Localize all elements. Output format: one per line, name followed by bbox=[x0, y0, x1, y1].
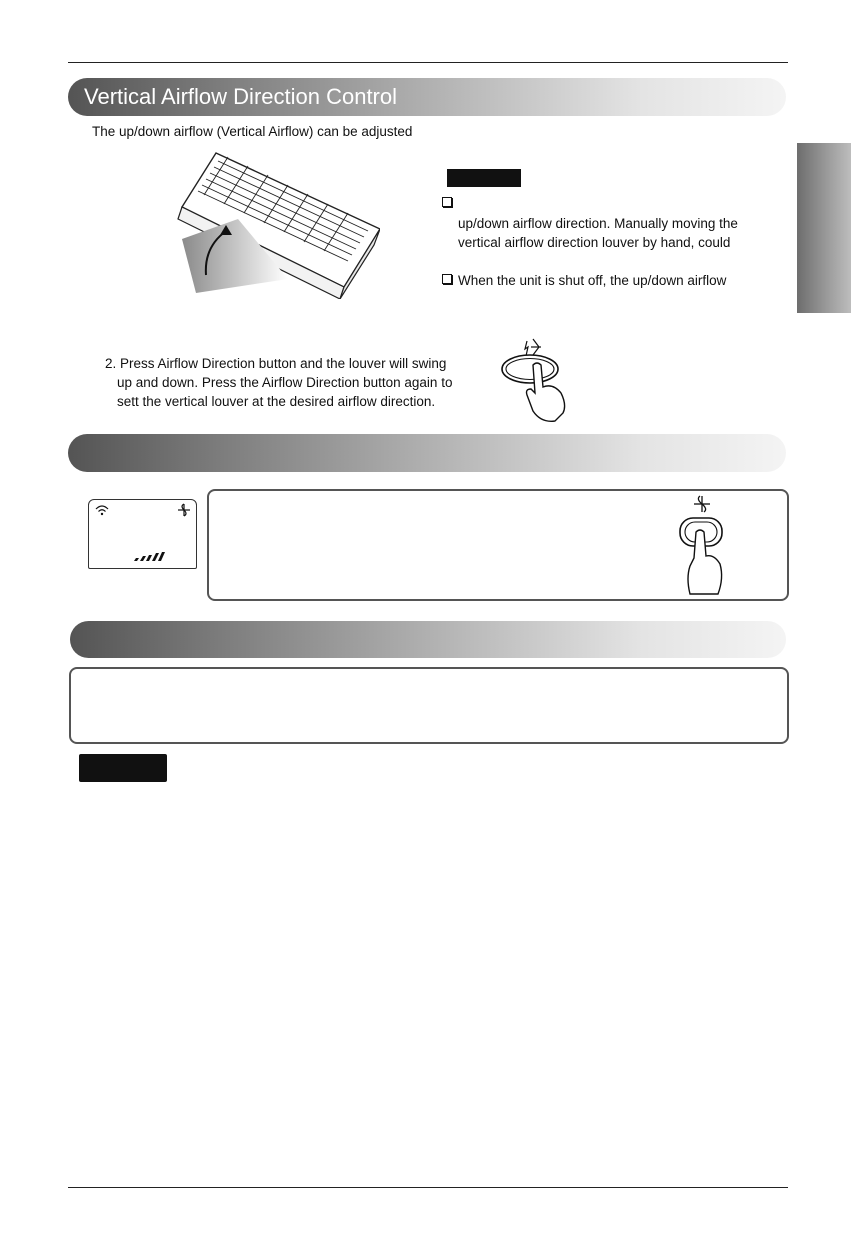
section-bar-2 bbox=[68, 434, 786, 472]
fan-icon bbox=[177, 503, 191, 517]
step-2-line-3: sett the vertical louver at the desired airflow direction. bbox=[117, 394, 436, 409]
note-1-line-3: vertical airflow direction louver by hand, could bbox=[458, 235, 731, 250]
caution-label bbox=[447, 169, 521, 187]
note-1 bbox=[442, 194, 458, 214]
intro-text: The up/down airflow (Vertical Airflow) can be adjusted bbox=[92, 124, 413, 139]
section-title: Vertical Airflow Direction Control bbox=[84, 84, 398, 109]
note-2-line-1: When the unit is shut off, the up/down airflow bbox=[458, 273, 727, 288]
caution-label-2 bbox=[79, 754, 167, 782]
bullet-icon bbox=[442, 197, 452, 207]
remote-display bbox=[88, 499, 197, 569]
step-2-line-2: up and down. Press the Airflow Direction button again to bbox=[117, 375, 453, 390]
indoor-unit-illustration bbox=[168, 147, 380, 299]
section-bar-3 bbox=[70, 621, 786, 658]
bottom-rule bbox=[68, 1187, 788, 1188]
top-rule bbox=[68, 62, 788, 63]
note-1-line-2: up/down airflow direction. Manually moving the bbox=[458, 216, 738, 231]
airflow-direction-button-icon bbox=[497, 335, 587, 425]
bullet-icon bbox=[442, 274, 452, 284]
wifi-icon bbox=[95, 504, 109, 516]
info-panel bbox=[69, 667, 789, 744]
fan-speed-button-icon bbox=[660, 494, 730, 596]
side-tab bbox=[797, 143, 851, 313]
step-2-line-1: 2. Press Airflow Direction button and the louver will swing bbox=[105, 356, 447, 371]
section-bar-vertical-airflow bbox=[68, 78, 786, 116]
step-2 bbox=[105, 354, 452, 411]
note-2 bbox=[442, 271, 726, 291]
fan-speed-bars-icon bbox=[133, 552, 165, 562]
